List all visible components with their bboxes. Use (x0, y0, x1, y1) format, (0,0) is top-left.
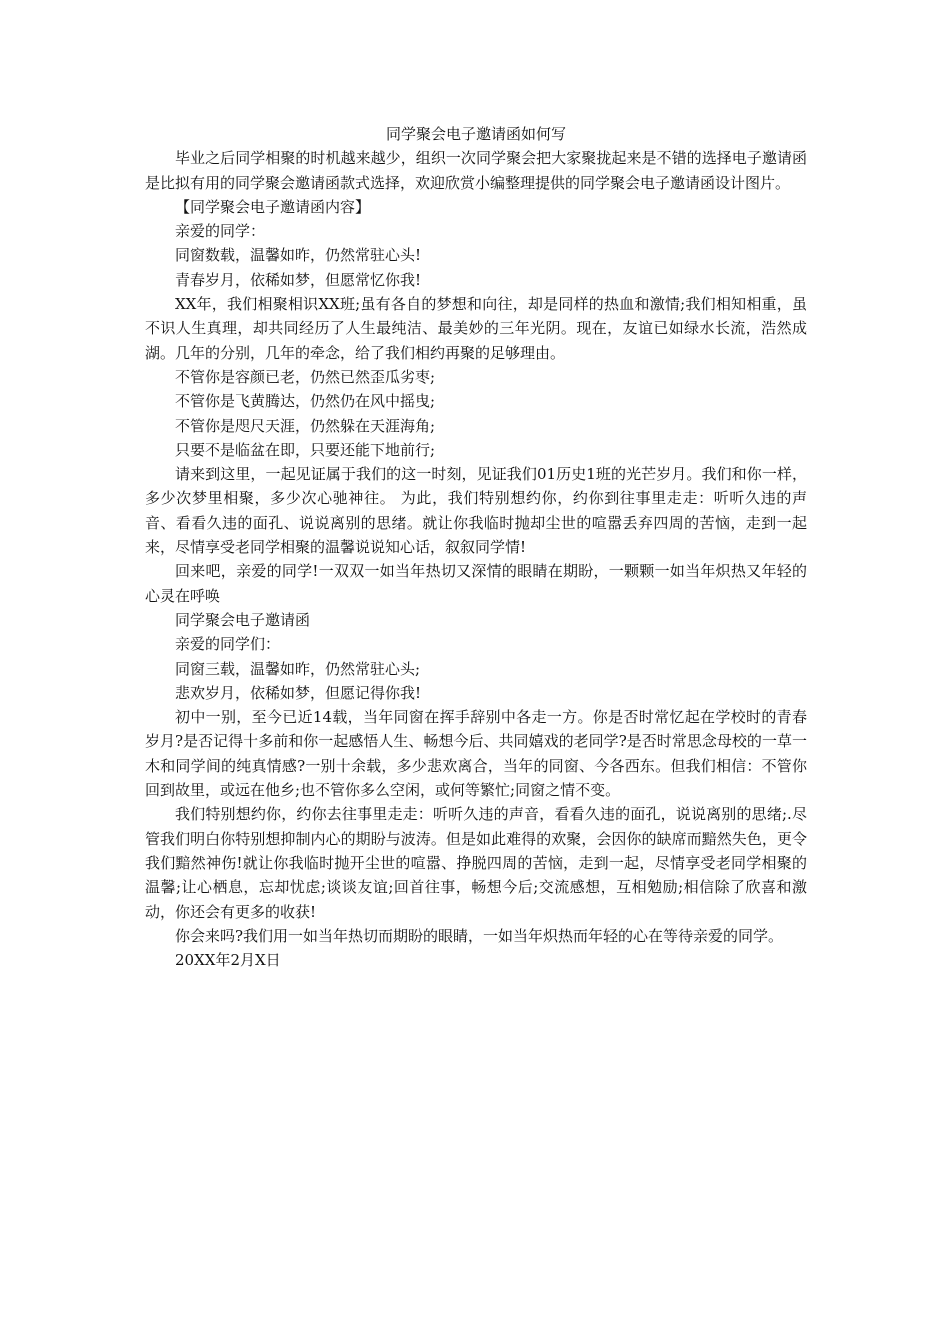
verse-line: 不管你是容颜已老，仍然已然歪瓜劣枣; (175, 367, 436, 386)
verse-line: 青春岁月，依稀如梦，但愿常忆你我! (175, 270, 422, 289)
section-heading: 【同学聚会电子邀请函内容】 (175, 197, 371, 216)
body-paragraph: 回来吧，亲爱的同学!一双双一如当年热切又深情的眼睛在期盼，一颗颗一如当年炽热又年轻的心灵在呼唤 (145, 562, 807, 605)
date-line: 20XX年2月X日 (175, 951, 281, 970)
verse-line: 只要不是临盆在即，只要还能下地前行; (175, 440, 436, 459)
section-heading: 同学聚会电子邀请函 (175, 610, 311, 629)
verse-line: 同窗数载，温馨如昨，仍然常驻心头! (175, 246, 422, 265)
body-paragraph: 你会来吗?我们用一如当年热切而期盼的眼睛，一如当年炽热而年轻的心在等待亲爱的同学。 (175, 926, 784, 945)
intro-paragraph: 毕业之后同学相聚的时机越来越少，组织一次同学聚会把大家聚拢起来是不错的选择电子邀请函是比拟有用的同学聚会邀请函款式选择，欢迎欣赏小编整理提供的同学聚会电子邀请函设计图片。 (145, 149, 807, 192)
body-paragraph: 我们特别想约你，约你去往事里走走：听听久违的声音，看看久违的面孔，说说离别的思绪;.尽管我们明白你特别想抑制内心的期盼与波涛。但是如此难得的欢聚，会因你的缺席而黯然失色，更令我们黯然神伤!就让你我临时抛开尘世的喧嚣、挣脱四周的苦恼，走到一起，尽情享受老同学相聚的温馨;让心栖息，忘却忧虑;谈谈友谊;回首往事，畅想今后;交流感想，互相勉励;相信除了欣喜和激动，你还会有更多的收获! (145, 805, 807, 921)
body-paragraph: 请来到这里，一起见证属于我们的这一时刻，见证我们01历史1班的光芒岁月。我们和你一样，多少次梦里相聚，多少次心驰神往。 为此，我们特别想约你，约你到往事里走走：听听久违的声音、看看久违的面孔、说说离别的思绪。就让你我临时抛却尘世的喧嚣丢弃四周的苦恼，走到一起来，尽情享受老同学相聚的温馨说说知心话，叙叙同学情! (145, 465, 807, 557)
body-paragraph: XX年，我们相聚相识XX班;虽有各自的梦想和向往，却是同样的热血和激情;我们相知相重，虽不识人生真理，却共同经历了人生最纯洁、最美妙的三年光阴。现在，友谊已如绿水长流，浩然成湖。几年的分别，几年的牵念，给了我们相约再聚的足够理由。 (145, 295, 807, 362)
verse-line: 不管你是飞黄腾达，仍然仍在风中摇曳; (175, 392, 436, 411)
document-body (145, 122, 807, 972)
body-paragraph: 初中一别，至今已近14载，当年同窗在挥手辞别中各走一方。你是否时常忆起在学校时的青春岁月?是否记得十多前和你一起感悟人生、畅想今后、共同嬉戏的老同学?是否时常思念母校的一草一木和同学间的纯真情感?一别十余载，多少悲欢离合，当年的同窗、今各西东。但我们相信：不管你回到故里，或远在他乡;也不管你多么空闲，或何等繁忙;同窗之情不变。 (145, 708, 807, 800)
document-title: 同学聚会电子邀请函如何写 (385, 125, 566, 143)
verse-line: 悲欢岁月，依稀如梦，但愿记得你我! (175, 683, 422, 702)
salutation: 亲爱的同学们： (175, 635, 281, 654)
verse-line: 同窗三载，温馨如昨，仍然常驻心头; (175, 659, 421, 678)
verse-line: 不管你是咫尺天涯，仍然躲在天涯海角; (175, 416, 436, 435)
salutation: 亲爱的同学： (175, 222, 266, 241)
